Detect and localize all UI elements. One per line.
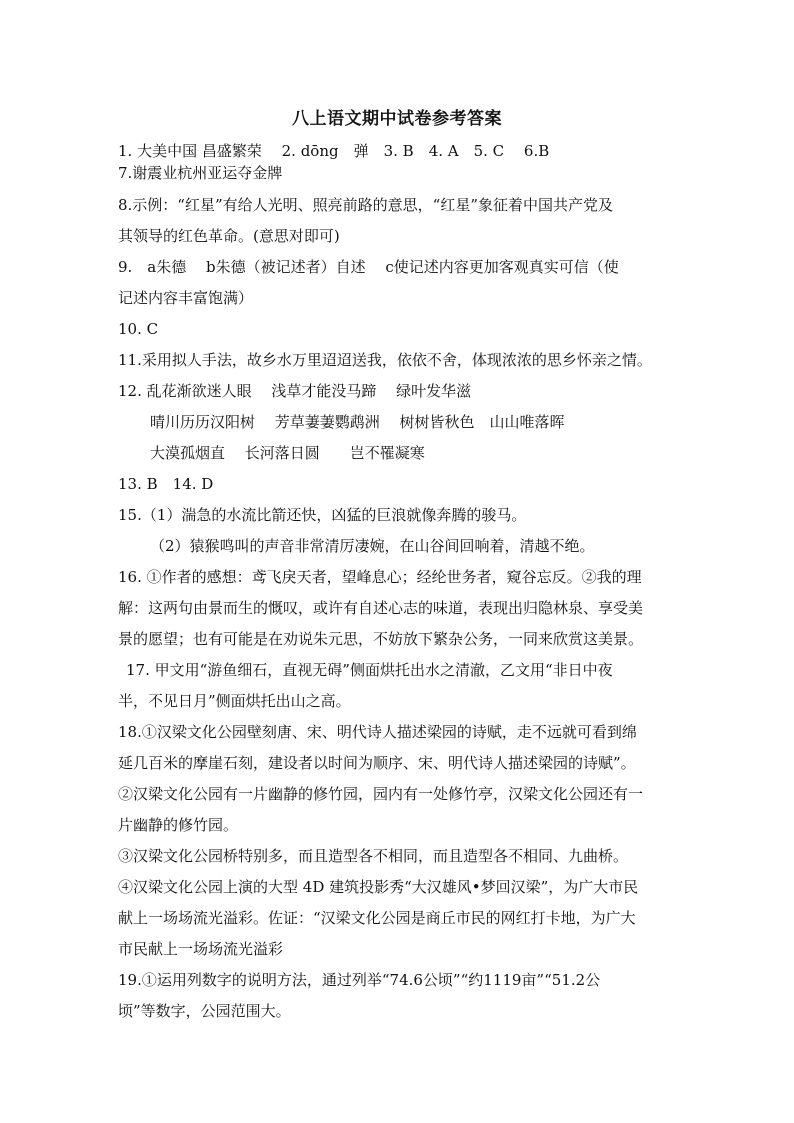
answer-line-10: 10. C <box>118 320 159 338</box>
answer-line-13-14: 13. B 14. D <box>118 475 214 493</box>
answer-line-17a: 17. 甲文用“游鱼细石，直视无碍”侧面烘托出水之清澈，乙文用“非日中夜 <box>126 661 613 679</box>
answer-line-12a: 12. 乱花渐欲迷人眼 浅草才能没马蹄 绿叶发华滋 <box>118 382 472 400</box>
answer-line-18h: 市民献上一场场流光溢彩 <box>118 940 284 958</box>
answer-line-16a: 16. ①作者的感想：鸢飞戾天者，望峰息心；经纶世务者，窥谷忘反。②我的理 <box>118 568 642 586</box>
answer-line-18c: ②汉梁文化公园有一片幽静的修竹园，园内有一处修竹亭，汉梁文化公园还有一 <box>118 785 644 803</box>
page-title: 八上语文期中试卷参考答案 <box>292 109 502 129</box>
answer-line-15a: 15.（1）湍急的水流比箭还快，凶猛的巨浪就像奔腾的骏马。 <box>118 506 527 524</box>
answer-line-18g: 献上一场场流光溢彩。佐证：“汉梁文化公园是商丘市民的网红打卡地，为广大 <box>118 909 636 927</box>
answer-line-7: 7.谢震业杭州亚运夺金牌 <box>118 164 283 182</box>
answer-line-17b: 半，不见日月”侧面烘托出山之高。 <box>118 692 351 710</box>
answer-line-19b: 顷”等数字，公园范围大。 <box>118 1002 291 1020</box>
answer-line-18f: ④汉梁文化公园上演的大型 4D 建筑投影秀“大汉雄风•梦回汉梁”，为广大市民 <box>118 878 639 896</box>
answer-line-9a: 9. a朱德 b朱德（被记述者）自述 c使记述内容更加客观真实可信（使 <box>118 258 619 276</box>
answer-line-12b: 晴川历历汉阳树 芳草萋萋鹦鹉洲 树树皆秋色 山山唯落晖 <box>150 413 565 431</box>
answer-line-12c: 大漠孤烟直 长河落日圆 岂不罹凝寒 <box>150 444 425 462</box>
answer-line-16b: 解：这两句由景而生的慨叹，或许有自述心志的味道，表现出归隐林泉、享受美 <box>118 599 644 617</box>
answer-line-11: 11.采用拟人手法，故乡水万里迢迢送我，依依不舍，体现浓浓的思乡怀亲之情。 <box>118 351 652 369</box>
answer-line-9b: 记述内容丰富饱满） <box>118 289 254 307</box>
answer-body <box>118 140 678 1027</box>
answer-line-19a: 19.①运用列数字的说明方法，通过列举“74.6公顷”“约1119亩”“51.2公 <box>118 971 601 989</box>
answer-line-18a: 18.①汉梁文化公园壁刻唐、宋、明代诗人描述梁园的诗赋，走不远就可看到绵 <box>118 723 637 741</box>
answer-line-8a: 8.示例：“红星”有给人光明、照亮前路的意思，“红星”象征着中国共产党及 <box>118 196 613 214</box>
answer-line-18e: ③汉梁文化公园桥特别多，而且造型各不相同，而且造型各不相同、九曲桥。 <box>118 847 629 865</box>
answer-line-18b: 延几百米的摩崖石刻，建设者以时间为顺序、宋、明代诗人描述梁园的诗赋”。 <box>118 754 636 772</box>
answer-line-8b: 其领导的红色革命。(意思对即可) <box>118 227 340 245</box>
answer-line-18d: 片幽静的修竹园。 <box>118 816 239 834</box>
answer-line-16c: 景的愿望；也有可能是在劝说朱元思，不妨放下繁杂公务，一同来欣赏这美景。 <box>118 630 644 648</box>
answer-line-15b: （2）猿猴鸣叫的声音非常清厉凄婉，在山谷间回响着，清越不绝。 <box>150 537 595 555</box>
answer-line-1: 1. 大美中国 昌盛繁荣 2. dōng 弹 3. B 4. A 5. C 6.B <box>118 142 550 160</box>
